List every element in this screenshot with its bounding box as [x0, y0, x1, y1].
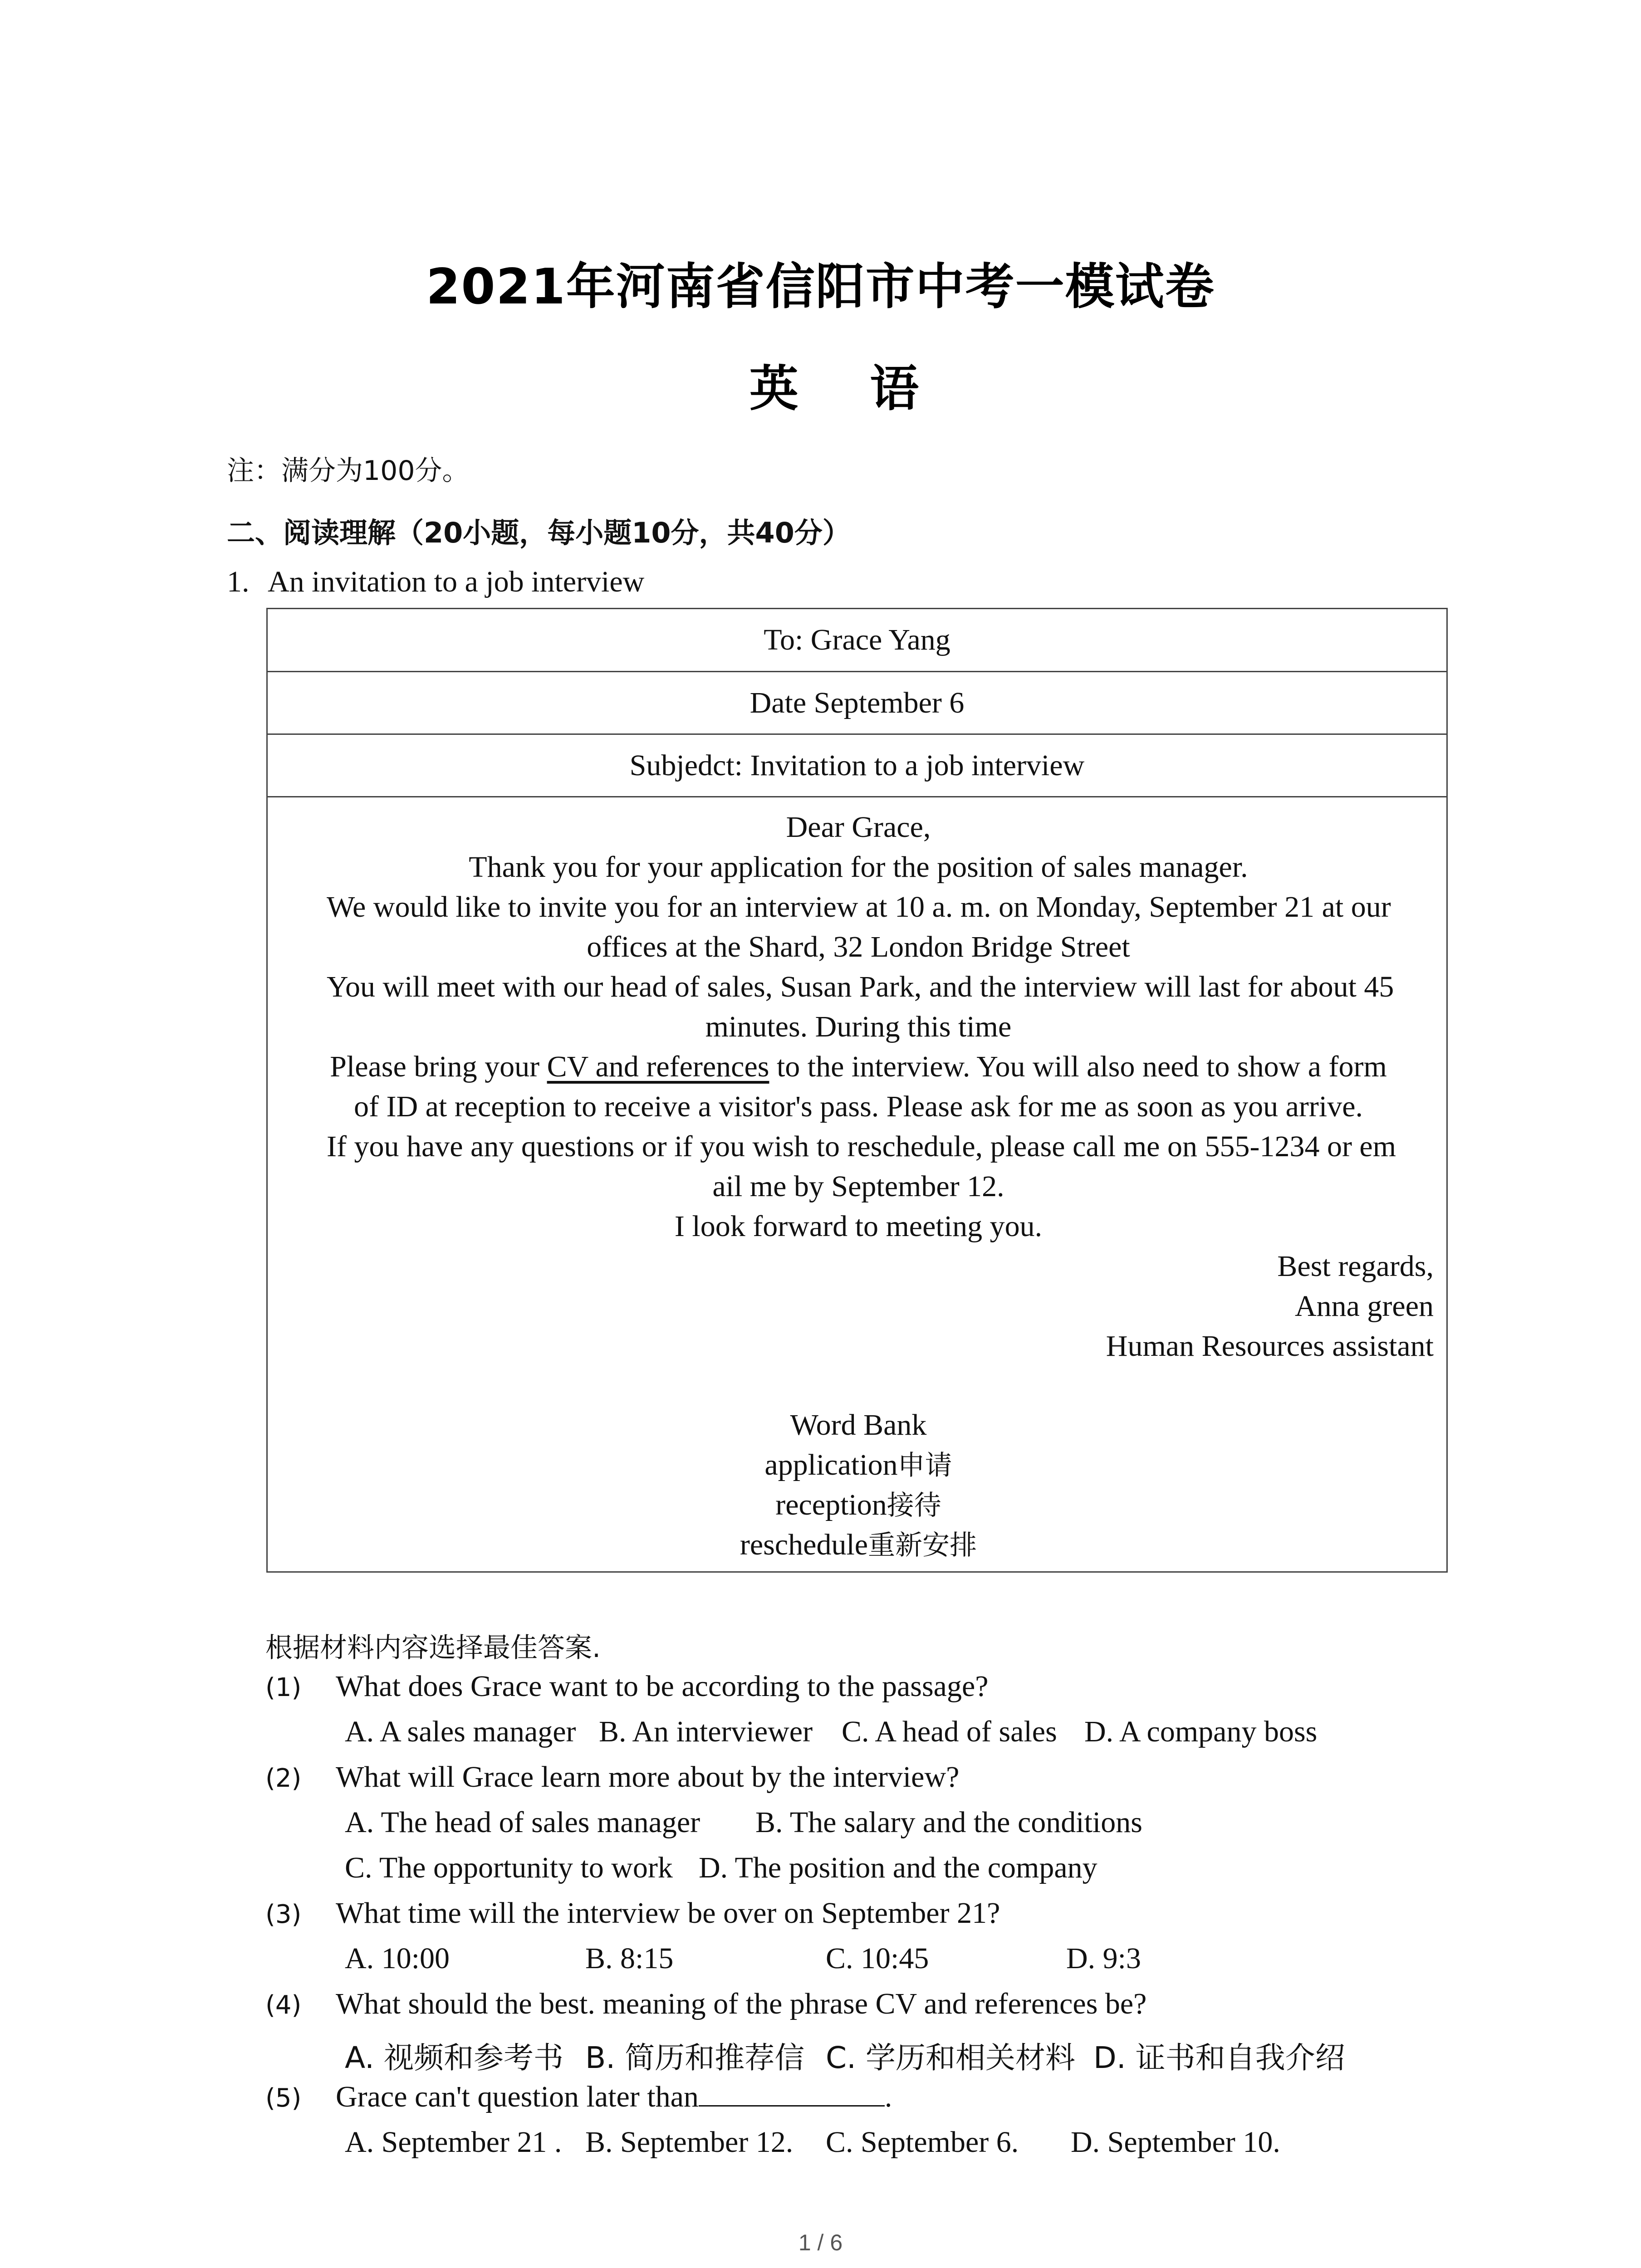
letter-text: Please bring your	[330, 1050, 547, 1083]
question-text: What should the best. meaning of the phrase CV and references be?	[336, 1987, 1147, 2020]
option-c[interactable]: C. 10:45	[826, 1942, 929, 1975]
letter-line: Thank you for your application for the position of sales manager.	[469, 850, 1248, 884]
signature-title: Human Resources assistant	[1106, 1330, 1434, 1363]
question-number: (1)	[265, 1673, 302, 1702]
option-b[interactable]: B. 简历和推荐信	[585, 2040, 805, 2075]
question-number: (5)	[265, 2083, 302, 2113]
question-number: (4)	[265, 1990, 302, 2020]
option-a[interactable]: A. 视频和参考书	[345, 2040, 563, 2075]
question-5	[265, 2080, 892, 2114]
page-number: 1 / 6	[798, 2230, 843, 2255]
letter-greeting: Dear Grace,	[786, 811, 931, 844]
question-2	[265, 1760, 959, 1794]
option-d[interactable]: D. 9:3	[1066, 1942, 1141, 1975]
word-bank-title: Word Bank	[790, 1408, 927, 1442]
signature-name: Anna green	[1294, 1290, 1434, 1323]
word-cn: 接待	[887, 1490, 941, 1521]
answer-blank[interactable]	[699, 2080, 885, 2107]
question-text: What will Grace learn more about by the interview?	[336, 1760, 960, 1794]
option-a[interactable]: A. 10:00	[345, 1942, 450, 1975]
letter-line: You will meet with our head of sales, Susan Park, and the interview will last for about 45	[327, 970, 1394, 1003]
letter-subject-row: Subjedct: Invitation to a job interview	[268, 735, 1446, 797]
word-en: reschedule	[740, 1528, 868, 1561]
option-b[interactable]: B. 8:15	[585, 1942, 674, 1975]
subject-title: 英 语	[749, 361, 946, 417]
word-en: reception	[775, 1488, 887, 1521]
passage-number: 1.	[227, 565, 250, 598]
letter-line: We would like to invite you for an interview at 10 a. m. on Monday, September 21 at our	[327, 890, 1391, 924]
question-number: (3)	[265, 1900, 302, 1929]
letter-line: I look forward to meeting you.	[674, 1210, 1043, 1243]
word-cn: 申请	[897, 1450, 952, 1481]
word-cn: 重新安排	[868, 1530, 977, 1561]
question-3	[265, 1896, 1000, 1931]
question-text: What time will the interview be over on September 21?	[336, 1897, 1000, 1930]
passage-title: An invitation to a job interview	[268, 565, 645, 598]
option-d[interactable]: D. A company boss	[1084, 1715, 1318, 1748]
letter-to-row: To: Grace Yang	[268, 609, 1446, 672]
letter-line: ail me by September 12.	[712, 1170, 1004, 1203]
passage-heading	[227, 565, 644, 599]
word-en: application	[764, 1448, 898, 1481]
question-text: Grace can't question later than	[336, 2080, 699, 2113]
exam-title: 2021年河南省信阳市中考一模试卷	[426, 259, 1215, 315]
word-bank-item	[327, 1485, 1390, 1525]
letter-line: of ID at reception to receive a visitor's pass. Please ask for me as soon as you arrive.	[353, 1090, 1363, 1123]
option-c[interactable]: C. 学历和相关材料	[826, 2040, 1076, 2075]
option-d[interactable]: D. The position and the company	[699, 1851, 1097, 1884]
option-a[interactable]: A. A sales manager	[345, 1715, 576, 1748]
letter-closing: Best regards,	[1277, 1250, 1434, 1283]
option-a[interactable]: A. September 21 .	[345, 2126, 562, 2159]
word-bank-item	[327, 1445, 1390, 1486]
question-1	[265, 1669, 989, 1704]
question-text: What does Grace want to be according to the passage?	[336, 1670, 989, 1703]
letter-line: minutes. During this time	[705, 1010, 1012, 1043]
letter-table	[266, 608, 1448, 1573]
option-c[interactable]: C. The opportunity to work	[345, 1851, 673, 1884]
letter-date-row: Date September 6	[268, 672, 1446, 735]
question-text-end: .	[884, 2080, 892, 2113]
option-a[interactable]: A. The head of sales manager	[345, 1806, 700, 1839]
letter-text: to the interview. You will also need to show a form	[769, 1050, 1387, 1083]
score-note: 注：满分为100分。	[227, 455, 470, 487]
option-b[interactable]: B. September 12.	[585, 2126, 794, 2159]
section-heading: 二、阅读理解（20小题，每小题10分，共40分）	[227, 516, 851, 549]
word-bank-item	[327, 1525, 1390, 1565]
question-number: (2)	[265, 1764, 302, 1793]
option-d[interactable]: D. September 10.	[1071, 2126, 1280, 2159]
instruction: 根据材料内容选择最佳答案.	[265, 1632, 601, 1664]
option-c[interactable]: C. September 6.	[826, 2126, 1019, 2159]
letter-body	[268, 797, 1446, 1571]
option-b[interactable]: B. The salary and the conditions	[755, 1806, 1142, 1839]
option-b[interactable]: B. An interviewer	[599, 1715, 813, 1748]
letter-line: offices at the Shard, 32 London Bridge Street	[587, 930, 1130, 963]
option-c[interactable]: C. A head of sales	[842, 1715, 1057, 1748]
underlined-phrase: CV and references	[547, 1050, 769, 1083]
question-4	[265, 1987, 1146, 2021]
letter-line: If you have any questions or if you wish to reschedule, please call me on 555-1234 or em	[327, 1130, 1396, 1163]
letter-line	[327, 1047, 1390, 1087]
option-d[interactable]: D. 证书和自我介绍	[1093, 2040, 1345, 2075]
